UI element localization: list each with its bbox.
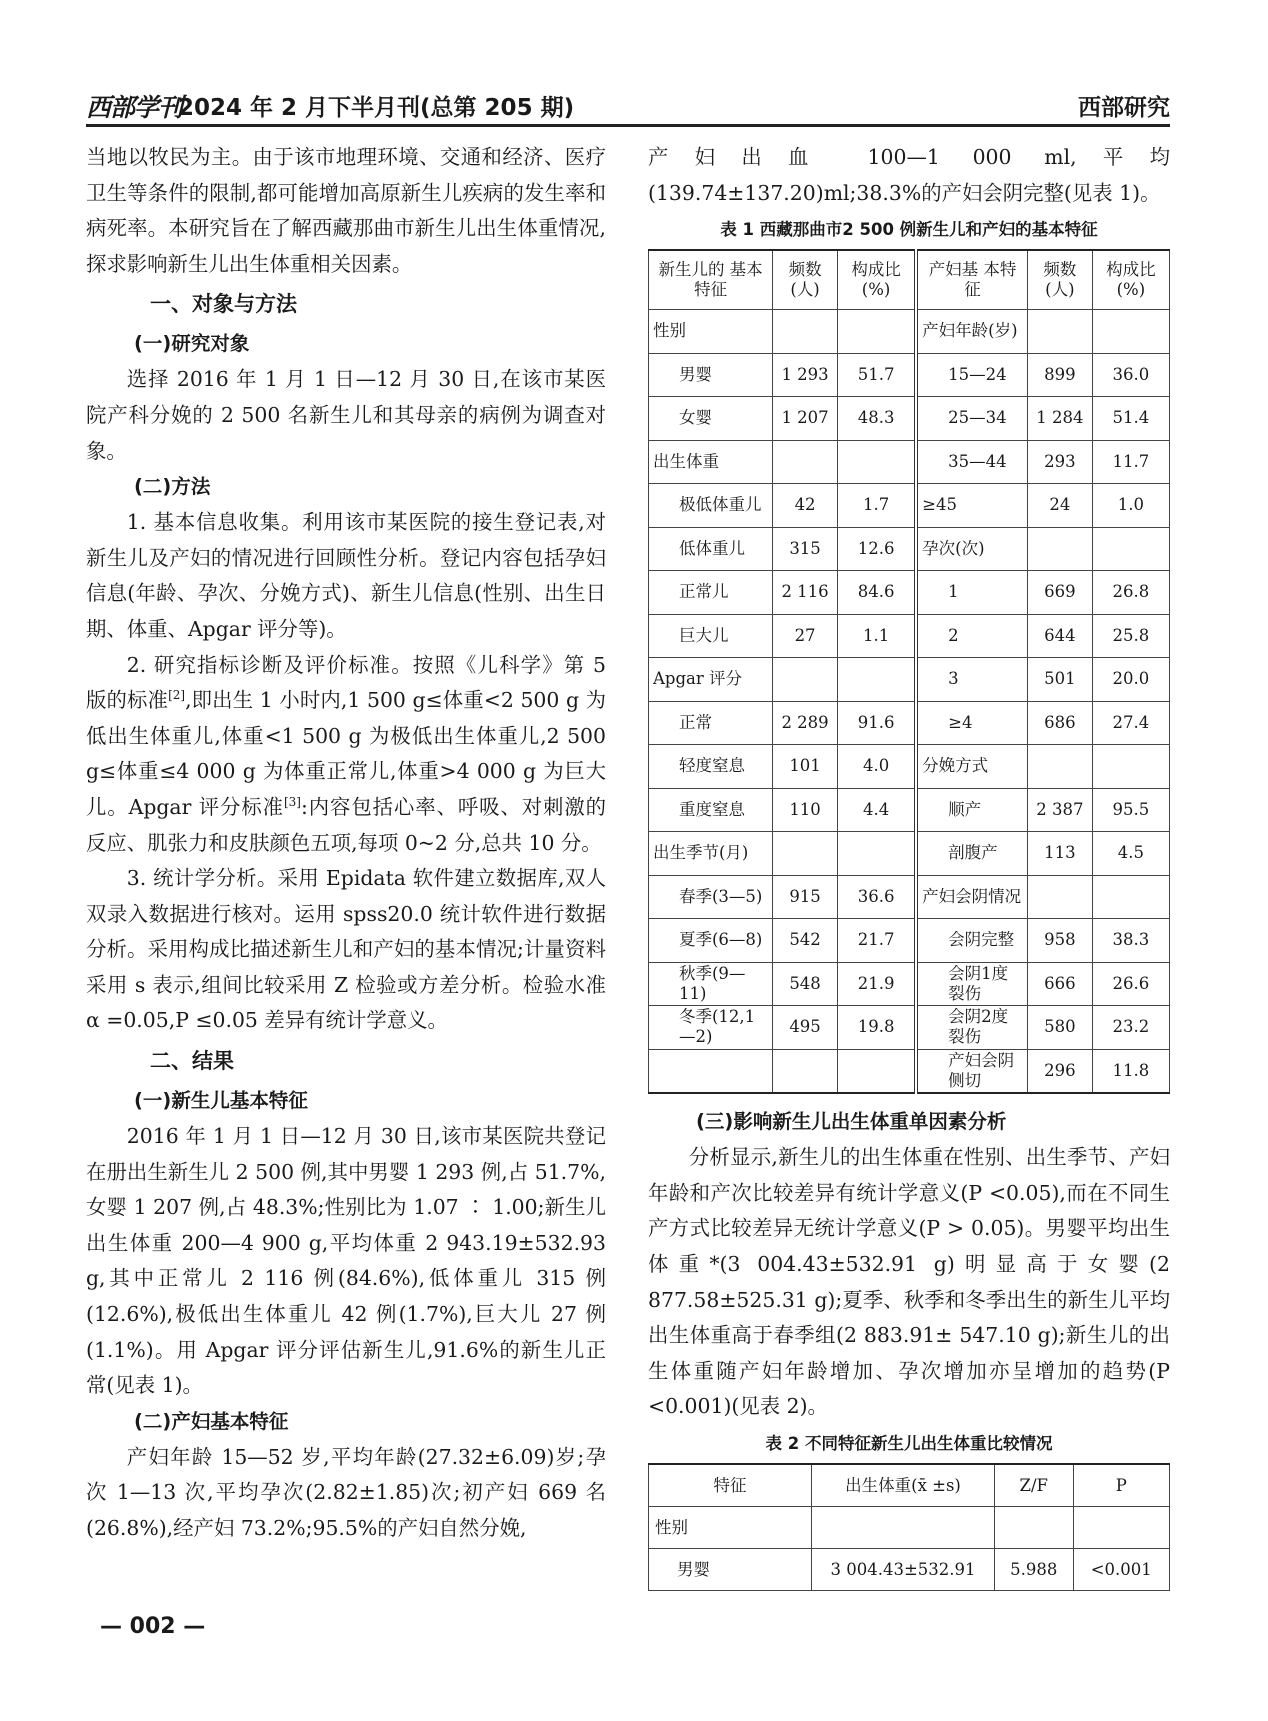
table-row (649, 1049, 1170, 1093)
table-cell: 293 (1027, 440, 1092, 484)
paragraph: 当地以牧民为主。由于该市地理环境、交通和经济、医疗卫生等条件的限制,都可能增加高原新生儿疾病的发生率和病死率。本研究旨在了解西藏那曲市新生儿出生体重情况,探求影响新生儿出生体重相关因素。 (86, 145, 606, 276)
section-heading: 二、结果 (150, 1049, 234, 1074)
table-row (649, 353, 1170, 397)
table-cell: 剖腹产 (916, 832, 1027, 876)
table-cell: 2 116 (773, 571, 838, 615)
table-cell: 孕次(次) (916, 527, 1027, 571)
table-cell: 产妇会阴情况 (916, 875, 1027, 919)
table-row (649, 701, 1170, 745)
table-cell: 35—44 (916, 440, 1027, 484)
table-header-row (649, 1464, 1170, 1507)
table-1 (648, 249, 1170, 1094)
table-cell: 21.7 (838, 919, 917, 963)
table-cell: 冬季(12,1—2) (649, 1006, 773, 1050)
subsection-heading: (一)研究对象 (134, 332, 250, 356)
table-cell: 26.6 (1092, 962, 1169, 1006)
table-cell: 501 (1027, 658, 1092, 702)
table-row (649, 658, 1170, 702)
paragraph (86, 648, 606, 862)
table-cell: ≥4 (916, 701, 1027, 745)
table-cell: 15—24 (916, 353, 1027, 397)
table-row (649, 1006, 1170, 1050)
table-cell: 1 284 (1027, 397, 1092, 441)
table-header-row (649, 250, 1170, 310)
table-cell: 1 (916, 571, 1027, 615)
table-cell (1092, 875, 1169, 919)
table-row (649, 397, 1170, 441)
table-cell: 958 (1027, 919, 1092, 963)
table-cell (1073, 1506, 1170, 1548)
table-row (649, 310, 1170, 354)
table-cell: 580 (1027, 1006, 1092, 1050)
table-header-cell: P (1073, 1464, 1170, 1507)
table-row (649, 571, 1170, 615)
table-cell (1092, 310, 1169, 354)
table-row (649, 788, 1170, 832)
table-cell: 春季(3—5) (649, 875, 773, 919)
table-cell: 1.0 (1092, 484, 1169, 528)
table-cell (1027, 527, 1092, 571)
table-row (649, 440, 1170, 484)
page-number: — 002 — (100, 1614, 206, 1639)
table-cell: 3 (916, 658, 1027, 702)
table-cell: 113 (1027, 832, 1092, 876)
table-cell (773, 310, 838, 354)
issue-info: 2024 年 2 月下半月刊(总第 205 期) (178, 95, 575, 121)
table-cell: 产妇会阴侧切 (916, 1049, 1027, 1093)
table-cell: 正常儿 (649, 571, 773, 615)
table-cell: 101 (773, 745, 838, 789)
table-header-cell: 频数 (人) (773, 250, 838, 310)
table-cell: 2 289 (773, 701, 838, 745)
table-cell: 2 (916, 614, 1027, 658)
table-cell: 1 207 (773, 397, 838, 441)
right-column (648, 140, 1170, 1591)
table-cell: 26.8 (1092, 571, 1169, 615)
table-row (649, 745, 1170, 789)
table-cell: 23.2 (1092, 1006, 1169, 1050)
journal-logo: 西部学刊 (86, 93, 183, 122)
table-cell (649, 1049, 773, 1093)
table-cell: 夏季(6—8) (649, 919, 773, 963)
citation: [3] (283, 795, 301, 810)
table-cell: 27 (773, 614, 838, 658)
table-header-cell: 频数 (人) (1027, 250, 1092, 310)
table-cell: 915 (773, 875, 838, 919)
table-cell (1027, 875, 1092, 919)
table-row (649, 614, 1170, 658)
table-row (649, 527, 1170, 571)
table-cell: 顺产 (916, 788, 1027, 832)
table-header-cell: 构成比 (%) (1092, 250, 1169, 310)
table-cell: 27.4 (1092, 701, 1169, 745)
table-cell: 极低体重儿 (649, 484, 773, 528)
table-cell: 666 (1027, 962, 1092, 1006)
table-caption: 表 2 不同特征新生儿出生体重比较情况 (765, 1433, 1053, 1453)
table-header-cell: 构成比 (%) (838, 250, 917, 310)
table-row (649, 1506, 1170, 1548)
table-cell: 分娩方式 (916, 745, 1027, 789)
table-cell (1027, 745, 1092, 789)
table-row (649, 962, 1170, 1006)
table-1-body (649, 250, 1170, 1093)
table-cell: 会阴2度裂伤 (916, 1006, 1027, 1050)
header-rule (86, 124, 1170, 127)
table-cell (838, 832, 917, 876)
table-cell: 542 (773, 919, 838, 963)
section-label: 西部研究 (1078, 95, 1170, 121)
table-cell: 296 (1027, 1049, 1092, 1093)
table-header-cell: Z/F (995, 1464, 1074, 1507)
table-cell: 1 293 (773, 353, 838, 397)
subsection-heading: (二)方法 (134, 475, 211, 499)
table-cell: 男婴 (649, 1548, 812, 1590)
table-cell (812, 1506, 995, 1548)
table-cell: 42 (773, 484, 838, 528)
table-cell: 低体重儿 (649, 527, 773, 571)
text-run: :内容包括心率、呼吸、对刺激的反应、肌张力和皮肤颜色五项,每项 0~2 分,总共 10 分。 (86, 794, 607, 855)
table-cell: 669 (1027, 571, 1092, 615)
table-cell: 91.6 (838, 701, 917, 745)
table-cell (1092, 527, 1169, 571)
table-cell: <0.001 (1073, 1548, 1170, 1590)
table-cell: 21.9 (838, 962, 917, 1006)
table-caption: 表 1 西藏那曲市2 500 例新生儿和产妇的基本特征 (720, 220, 1098, 240)
table-cell (838, 310, 917, 354)
table-cell: 2 387 (1027, 788, 1092, 832)
table-cell: 548 (773, 962, 838, 1006)
table-cell: Apgar 评分 (649, 658, 773, 702)
subsection-heading: (一)新生儿基本特征 (134, 1089, 308, 1113)
table-cell: 4.0 (838, 745, 917, 789)
table-cell: 男婴 (649, 353, 773, 397)
table-cell: 25—34 (916, 397, 1027, 441)
table-cell: 性别 (649, 1506, 812, 1548)
table-cell: 女婴 (649, 397, 773, 441)
table-cell: 1.7 (838, 484, 917, 528)
table-cell: 686 (1027, 701, 1092, 745)
paragraph: 3. 统计学分析。采用 Epidata 软件建立数据库,双人双录入数据进行核对。运用 spss20.0 统计软件进行数据分析。采用构成比描述新生儿和产妇的基本情况;计量资料采用 s 表示,组间比较采用 Z 检验或方差分析。检验水准 α =0.05,P ≤0.05 差异有统计学意义。 (86, 866, 606, 1033)
table-cell: 20.0 (1092, 658, 1169, 702)
paragraph: 选择 2016 年 1 月 1 日—12 月 30 日,在该市某医院产科分娩的 2 500 名新生儿和其母亲的病例为调查对象。 (86, 367, 606, 463)
table-row (649, 832, 1170, 876)
table-cell: 51.7 (838, 353, 917, 397)
table-cell: 95.5 (1092, 788, 1169, 832)
table-cell: 24 (1027, 484, 1092, 528)
table-cell: 5.988 (995, 1548, 1074, 1590)
table-cell (838, 658, 917, 702)
table-cell: 产妇年龄(岁) (916, 310, 1027, 354)
table-cell: 84.6 (838, 571, 917, 615)
table-cell: 会阴完整 (916, 919, 1027, 963)
table-cell (773, 440, 838, 484)
paragraph: 分析显示,新生儿的出生体重在性别、出生季节、产妇年龄和产次比较差异有统计学意义(P <0.05),而在不同生产方式比较差异无统计学意义(P > 0.05)。男婴平均出生体重*(3 004.43±532.91 g)明显高于女婴(2 877.58±525.31 g);夏季、秋季和冬季出生的新生儿平均出生体重高于春季组(2 883.91± 547.10 g);新生儿的出生体重随产妇年龄增加、孕次增加亦呈增加的趋势(P <0.001)(见表 2)。 (648, 1145, 1170, 1419)
table-cell: 1.1 (838, 614, 917, 658)
table-cell: 出生季节(月) (649, 832, 773, 876)
text-run: ,即出生 1 小时内,1 500 g≤体重<2 500 g 为低出生体重儿,体重<1 500 g 为极低出生体重儿,2 500 g≤体重≤4 000 g 为体重正常儿,体重>4 000 g 为巨大儿。Apgar 评分标准 (86, 688, 607, 819)
table-cell (1027, 310, 1092, 354)
table-header-cell: 新生儿的 基本特征 (649, 250, 773, 310)
table-cell: 19.8 (838, 1006, 917, 1050)
table-cell (773, 1049, 838, 1093)
paragraph: 2016 年 1 月 1 日—12 月 30 日,该市某医院共登记在册出生新生儿 2 500 例,其中男婴 1 293 例,占 51.7%,女婴 1 207 例,占 48.3%;性别比为 1.07 ∶ 1.00;新生儿出生体重 200—4 900 g,平均体重 2 943.19±532.93 g,其中正常儿 2 116 例(84.6%),低体重儿 315 例(12.6%),极低出生体重儿 42 例(1.7%),巨大儿 27 例(1.1%)。用 Apgar 评分评估新生儿,91.6%的新生儿正常(见表 1)。 (86, 1124, 606, 1398)
table-cell: 315 (773, 527, 838, 571)
table-cell: 性别 (649, 310, 773, 354)
table-cell: 38.3 (1092, 919, 1169, 963)
table-row (649, 484, 1170, 528)
table-cell: 出生体重 (649, 440, 773, 484)
table-2-body (649, 1464, 1170, 1591)
section-heading: 一、对象与方法 (150, 292, 297, 317)
table-cell: 12.6 (838, 527, 917, 571)
table-cell: 51.4 (1092, 397, 1169, 441)
table-cell (838, 1049, 917, 1093)
subsection-heading: (二)产妇基本特征 (134, 1409, 289, 1433)
paragraph: 1. 基本信息收集。利用该市某医院的接生登记表,对新生儿及产妇的情况进行回顾性分析。登记内容包括孕妇信息(年龄、孕次、分娩方式)、新生儿信息(性别、出生日期、体重、Apgar 评分等)。 (86, 510, 606, 641)
table-cell (773, 832, 838, 876)
table-cell: 48.3 (838, 397, 917, 441)
table-cell: 495 (773, 1006, 838, 1050)
table-cell: 36.0 (1092, 353, 1169, 397)
table-cell: 4.4 (838, 788, 917, 832)
table-cell: 轻度窒息 (649, 745, 773, 789)
table-cell (838, 440, 917, 484)
table-cell (1092, 745, 1169, 789)
table-row (649, 1548, 1170, 1590)
left-column (86, 140, 606, 1547)
table-cell: 11.8 (1092, 1049, 1169, 1093)
table-cell: 899 (1027, 353, 1092, 397)
table-cell: 11.7 (1092, 440, 1169, 484)
table-cell: 巨大儿 (649, 614, 773, 658)
table-2 (648, 1463, 1170, 1591)
table-cell: ≥45 (916, 484, 1027, 528)
table-cell (995, 1506, 1074, 1548)
text-run: 2. 研究指标诊断及评价标准。按照《儿科学》第 5 版的标准 (86, 652, 606, 713)
table-cell: 重度窒息 (649, 788, 773, 832)
running-header (86, 88, 1170, 122)
table-row (649, 875, 1170, 919)
paragraph: 产妇年龄 15—52 岁,平均年龄(27.32±6.09)岁;孕次 1—13 次,平均孕次(2.82±1.85)次;初产妇 669 名(26.8%),经产妇 73.2%;95.5%的产妇自然分娩, (86, 1444, 606, 1540)
table-cell: 秋季(9—11) (649, 962, 773, 1006)
table-cell: 正常 (649, 701, 773, 745)
table-cell: 644 (1027, 614, 1092, 658)
table-cell: 110 (773, 788, 838, 832)
table-cell: 会阴1度裂伤 (916, 962, 1027, 1006)
table-cell (773, 658, 838, 702)
table-header-cell: 出生体重(x̄ ±s) (812, 1464, 995, 1507)
subsection-heading: (三)影响新生儿出生体重单因素分析 (696, 1110, 1007, 1134)
table-row (649, 919, 1170, 963)
table-header-cell: 特征 (649, 1464, 812, 1507)
table-cell: 36.6 (838, 875, 917, 919)
table-header-cell: 产妇基 本特征 (916, 250, 1027, 310)
table-cell: 4.5 (1092, 832, 1169, 876)
paragraph: 产妇出血 100—1 000 ml,平均(139.74±137.20)ml;38.3%的产妇会阴完整(见表 1)。 (648, 145, 1170, 205)
table-cell: 3 004.43±532.91 (812, 1548, 995, 1590)
table-cell: 25.8 (1092, 614, 1169, 658)
citation: [2] (168, 688, 186, 703)
